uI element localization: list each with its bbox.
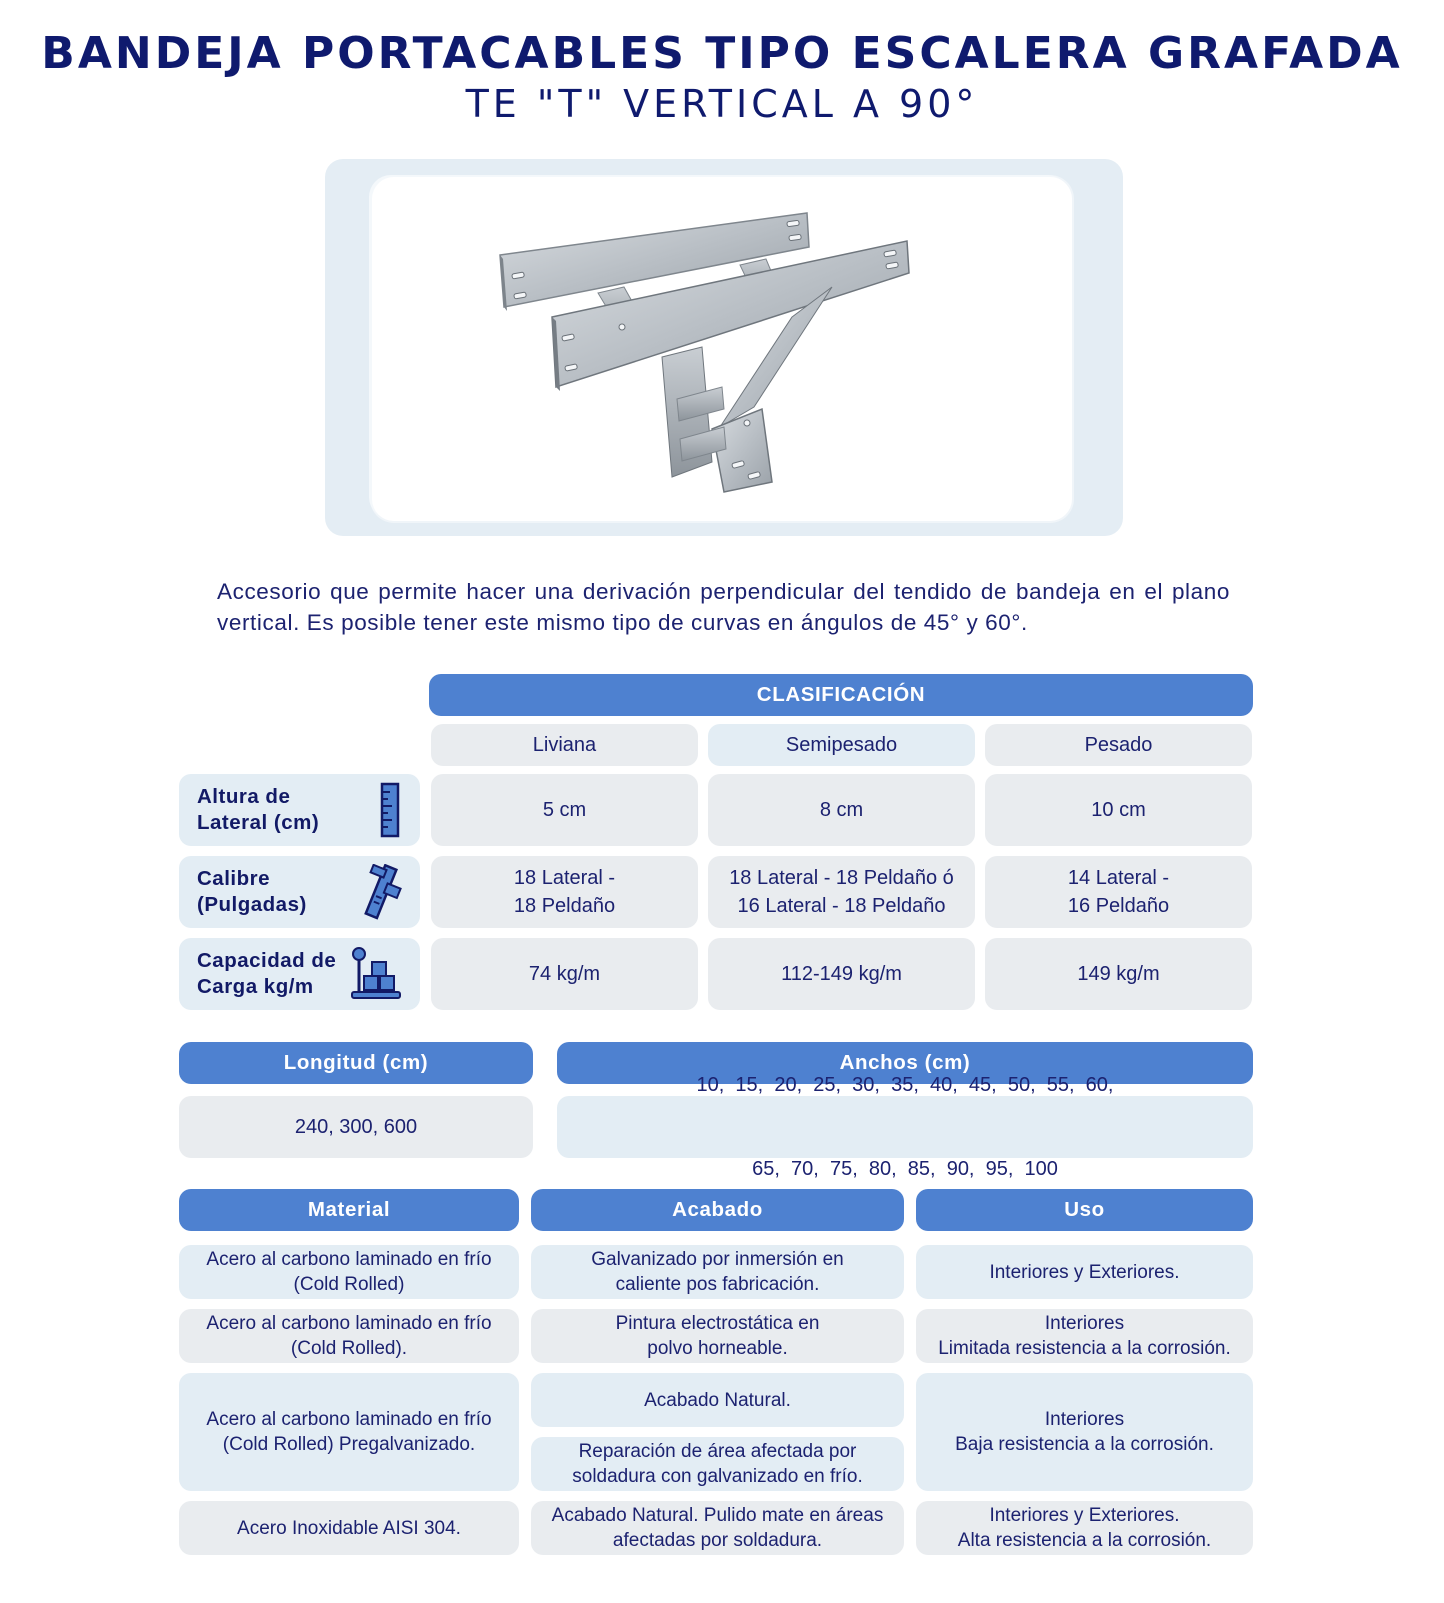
tee-ladder-tray-image bbox=[372, 177, 1072, 521]
cell-text: 65, 70, 75, 80, 85, 90, 95, 100 bbox=[752, 1158, 1058, 1180]
classification-header: CLASIFICACIÓN bbox=[429, 674, 1253, 716]
cell-text: 18 Lateral - 18 Peldaño ó bbox=[729, 867, 954, 889]
acabado-cell bbox=[531, 1437, 904, 1491]
cell-text: 10, 15, 20, 25, 30, 35, 40, 45, 50, 55, 60, bbox=[696, 1074, 1114, 1096]
row-label-line: Altura de bbox=[197, 785, 291, 808]
cell-text: Acabado Natural. bbox=[644, 1389, 791, 1411]
row-label-line: Calibre bbox=[197, 867, 270, 890]
cell-calibre-semipesado bbox=[708, 856, 975, 928]
cell-text: (Cold Rolled) Pregalvanizado. bbox=[222, 1434, 476, 1455]
cell-text: Baja resistencia a la corrosión. bbox=[955, 1434, 1214, 1455]
cell-text: Acero al carbono laminado en frío bbox=[206, 1249, 492, 1270]
cell-text: Acabado Natural. Pulido mate en áreas bbox=[551, 1505, 884, 1526]
cell-text: 5 cm bbox=[542, 799, 587, 821]
material-cell bbox=[179, 1373, 519, 1491]
cell-text: Pintura electrostática en bbox=[615, 1313, 820, 1334]
cell-text: caliente pos fabricación. bbox=[615, 1274, 820, 1295]
product-image-frame bbox=[325, 159, 1123, 536]
longitud-value bbox=[179, 1096, 533, 1158]
cell-text: Interiores bbox=[1044, 1313, 1125, 1334]
uso-cell bbox=[916, 1373, 1253, 1491]
acabado-header: Acabado bbox=[531, 1189, 904, 1231]
anchos-header: Anchos (cm) bbox=[557, 1042, 1253, 1084]
cell-text: 14 Lateral - bbox=[1067, 867, 1170, 889]
cell-text: Alta resistencia a la corrosión. bbox=[957, 1530, 1212, 1551]
cell-text: soldadura con galvanizado en frío. bbox=[572, 1466, 863, 1487]
cell-altura-pesado bbox=[985, 774, 1252, 846]
cell-text: polvo horneable. bbox=[647, 1338, 788, 1359]
longitud-header: Longitud (cm) bbox=[179, 1042, 533, 1084]
row-label-line: Capacidad de bbox=[197, 949, 337, 972]
cell-capacidad-pesado bbox=[985, 938, 1252, 1010]
cell-capacidad-semipesado bbox=[708, 938, 975, 1010]
cell-text: 74 kg/m bbox=[528, 963, 601, 985]
cell-altura-liviana bbox=[431, 774, 698, 846]
row-label-capacidad bbox=[179, 938, 420, 1010]
column-header-semipesado: Semipesado bbox=[708, 724, 975, 766]
row-label-line: Lateral (cm) bbox=[197, 811, 320, 834]
cell-text: Acero Inoxidable AISI 304. bbox=[237, 1517, 461, 1539]
anchos-value bbox=[557, 1074, 1253, 1180]
acabado-cell bbox=[531, 1309, 904, 1363]
cell-text: Reparación de área afectada por bbox=[578, 1441, 857, 1462]
uso-header: Uso bbox=[916, 1189, 1253, 1231]
acabado-cell bbox=[531, 1373, 904, 1427]
uso-cell bbox=[916, 1309, 1253, 1363]
cell-text: Galvanizado por inmersión en bbox=[591, 1249, 844, 1270]
cell-text: Interiores bbox=[1044, 1409, 1125, 1430]
row-label-calibre bbox=[179, 856, 420, 928]
cell-text: Interiores y Exteriores. bbox=[989, 1505, 1180, 1526]
page-title: BANDEJA PORTACABLES TIPO ESCALERA GRAFADA bbox=[41, 28, 1403, 79]
cell-text: Limitada resistencia a la corrosión. bbox=[938, 1338, 1231, 1359]
cell-text: 10 cm bbox=[1091, 799, 1146, 821]
uso-cell bbox=[916, 1501, 1253, 1555]
cell-text: (Cold Rolled) bbox=[293, 1274, 405, 1295]
row-label-line: (Pulgadas) bbox=[197, 893, 307, 916]
material-cell bbox=[179, 1501, 519, 1555]
cell-text: (Cold Rolled). bbox=[290, 1338, 408, 1359]
cell-text: Acero al carbono laminado en frío bbox=[206, 1409, 492, 1430]
caliper-icon bbox=[362, 864, 402, 920]
column-header-liviana: Liviana bbox=[431, 724, 698, 766]
cell-text: Acero al carbono laminado en frío bbox=[206, 1313, 492, 1334]
product-description: Accesorio que permite hacer una derivación perpendicular del tendido de bandeja en el plano vertical. Es posible tener este mismo tipo de curvas en ángulos de 45° y 60°. bbox=[217, 579, 1230, 635]
cell-calibre-pesado bbox=[985, 856, 1252, 928]
row-label-altura bbox=[179, 774, 420, 846]
cell-text: 149 kg/m bbox=[1077, 963, 1160, 985]
page-subtitle: TE "T" VERTICAL A 90° bbox=[465, 82, 979, 126]
cell-calibre-liviana bbox=[431, 856, 698, 928]
cell-text: 16 Lateral - 18 Peldaño bbox=[737, 895, 946, 917]
cell-altura-semipesado bbox=[708, 774, 975, 846]
ruler-icon bbox=[380, 782, 402, 838]
column-header-pesado: Pesado bbox=[985, 724, 1252, 766]
cell-text: afectadas por soldadura. bbox=[612, 1530, 823, 1551]
cell-text: 18 Lateral - bbox=[513, 867, 616, 889]
material-cell bbox=[179, 1245, 519, 1299]
cell-capacidad-liviana bbox=[431, 938, 698, 1010]
cell-text: 16 Peldaño bbox=[1067, 895, 1170, 917]
cell-text: 18 Peldaño bbox=[513, 895, 616, 917]
cell-text: 240, 300, 600 bbox=[294, 1116, 418, 1138]
cell-text: 8 cm bbox=[819, 799, 864, 821]
cell-text: Interiores y Exteriores. bbox=[989, 1261, 1180, 1283]
acabado-cell bbox=[531, 1501, 904, 1555]
material-header: Material bbox=[179, 1189, 519, 1231]
uso-cell bbox=[916, 1245, 1253, 1299]
weight-scale-icon bbox=[350, 946, 402, 1002]
row-label-line: Carga kg/m bbox=[197, 975, 314, 998]
material-cell bbox=[179, 1309, 519, 1363]
acabado-cell bbox=[531, 1245, 904, 1299]
cell-text: 112-149 kg/m bbox=[781, 963, 902, 985]
